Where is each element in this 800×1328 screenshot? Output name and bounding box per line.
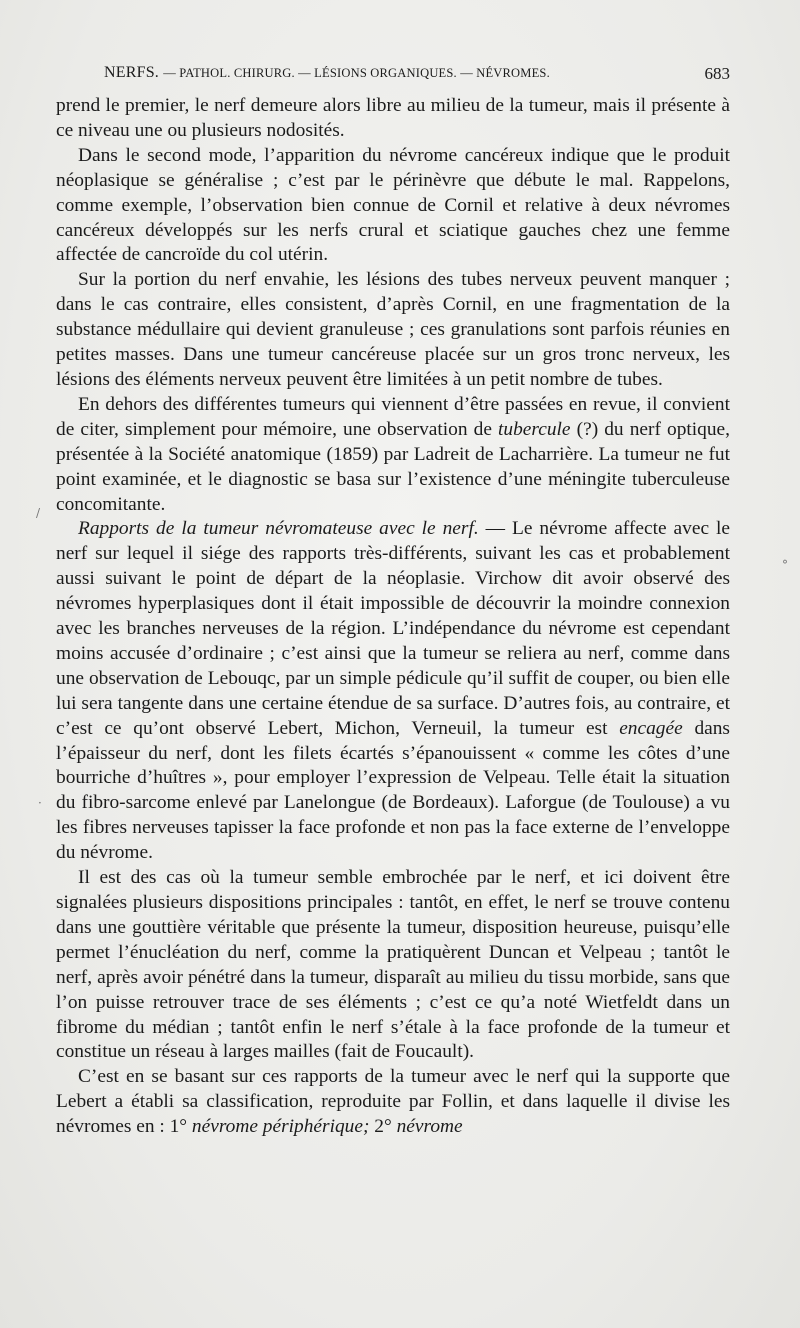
running-header [104,64,730,88]
paragraph-continued: prend le premier, le nerf demeure alors libre au milieu de la tumeur, mais il présente à ce niveau une ou plusieurs nodosités. [56,95,730,141]
header-title-rest: — PATHOL. CHIRURG. — LÉSIONS ORGANIQUES. — NÉVROMES. [163,66,550,80]
italic-term: tubercule [498,418,571,440]
text-span: C’est en se basant sur ces rapports de la tumeur avec le nerf qui la supporte que Lebert a établi sa classification, reproduite par Follin, et dans laquelle il divise les névromes en : 1° [56,1066,730,1138]
page-number: 683 [704,64,730,83]
paragraph-lesions: Sur la portion du nerf envahie, les lésions des tubes nerveux peuvent manquer ; dans le cas contraire, elles consistent, d’après Cornil, en une fragmentation de la substance médullaire qui devient granuleuse ; ces granulations sont parfois réunies en petites masses. Dans une tumeur cancéreuse placée sur un gros tronc nerveux, les lésions des éléments nerveux peuvent être limitées à un petit nombre de tubes. [56,269,730,390]
paragraph-rapports [56,517,730,866]
paragraph-tubercule [56,393,730,518]
header-title-prefix: NERFS. [104,64,159,81]
italic-term: névrome [396,1116,463,1138]
paragraph-second-mode: Dans le second mode, l’apparition du névrome cancéreux indique que le produit néoplasique se généralise ; c’est par le périnèvre que débute le mal. Rappelons, comme exemple, l’observation bien connue de Cornil et relative à deux névromes cancéreux développés sur les nerfs crural et sciatique gauches chez une femme affectée de cancroïde du col utérin. [56,144,730,266]
italic-term: névrome périphérique; [191,1116,370,1138]
margin-mark: ° [782,558,788,572]
body-text [56,94,730,1140]
margin-mark: · [38,796,42,810]
margin-mark: / [36,506,41,520]
text-span: 2° [369,1116,397,1138]
paragraph-classification [56,1065,730,1140]
text-span: dans l’épaisseur du nerf, dont les filets écartés s’épanouissent « comme les côtes d’une bourriche d’huîtres », pour employer l’expression de Velpeau. Telle était la situation du fibro-sarcome enlevé par Lanelongue (de Bordeaux). Laforgue (de Toulouse) a vu les fibres nerveuses tapisser la face profonde et non pas la face externe de l’enveloppe du névrome. [56,717,730,864]
text-span: (?) du nerf optique, présentée à la Société anatomique (1859) par Ladreit de Lacharrière. La tumeur ne fut point examinée, et le diagnostic se basa sur l’existence d’une méningite tuberculeuse concomitante. [56,418,731,515]
text-span: En dehors des différentes tumeurs qui viennent d’être passées en revue, il convient de citer, simplement pour mémoire, une observation de [56,393,730,440]
section-heading-italic: Rapports de la tumeur névromateuse avec le nerf. [78,518,479,540]
paragraph-embrochee: Il est des cas où la tumeur semble embrochée par le nerf, et ici doivent être signalées plusieurs dispositions principales : tantôt, en effet, le nerf se trouve contenu dans une gouttière véritable que présente la tumeur, disposition heureuse, puisqu’elle permet l’énucléation du nerf, comme la pratiquèrent Duncan et Velpeau ; tantôt le nerf, après avoir pénétré dans la tumeur, disparaît au milieu du tissu morbide, sans que l’on puisse retrouver trace de ses éléments ; c’est ce qu’a noté Wietfeldt dans un fibrome du médian ; tantôt enfin le nerf s’étale à la face profonde de la tumeur et constitue un réseau à larges mailles (fait de Foucault). [56,867,730,1063]
italic-term: encagée [619,717,683,739]
text-span: — Le névrome affecte avec le nerf sur lequel il siége des rapports très-différents, suivant les cas et probablement aussi suivant le point de départ de la néoplasie. Virchow dit avoir observé des névromes hyperplasiques dont il était impossible de découvrir la moindre connexion avec les branches nerveuses de la région. L’indépendance du névrome est cependant moins accusée d’ordinaire ; c’est ainsi que la tumeur se reliera au nerf, comme dans une observation de Lebouqc, par un simple pédicule qu’il suffit de couper, ou bien elle lui sera tangente dans une certaine étendue de sa surface. D’autres fois, au contraire, et c’est ce qu’ont observé Lebert, Michon, Verneuil, la tumeur est [56,518,730,739]
header-title [104,64,550,82]
